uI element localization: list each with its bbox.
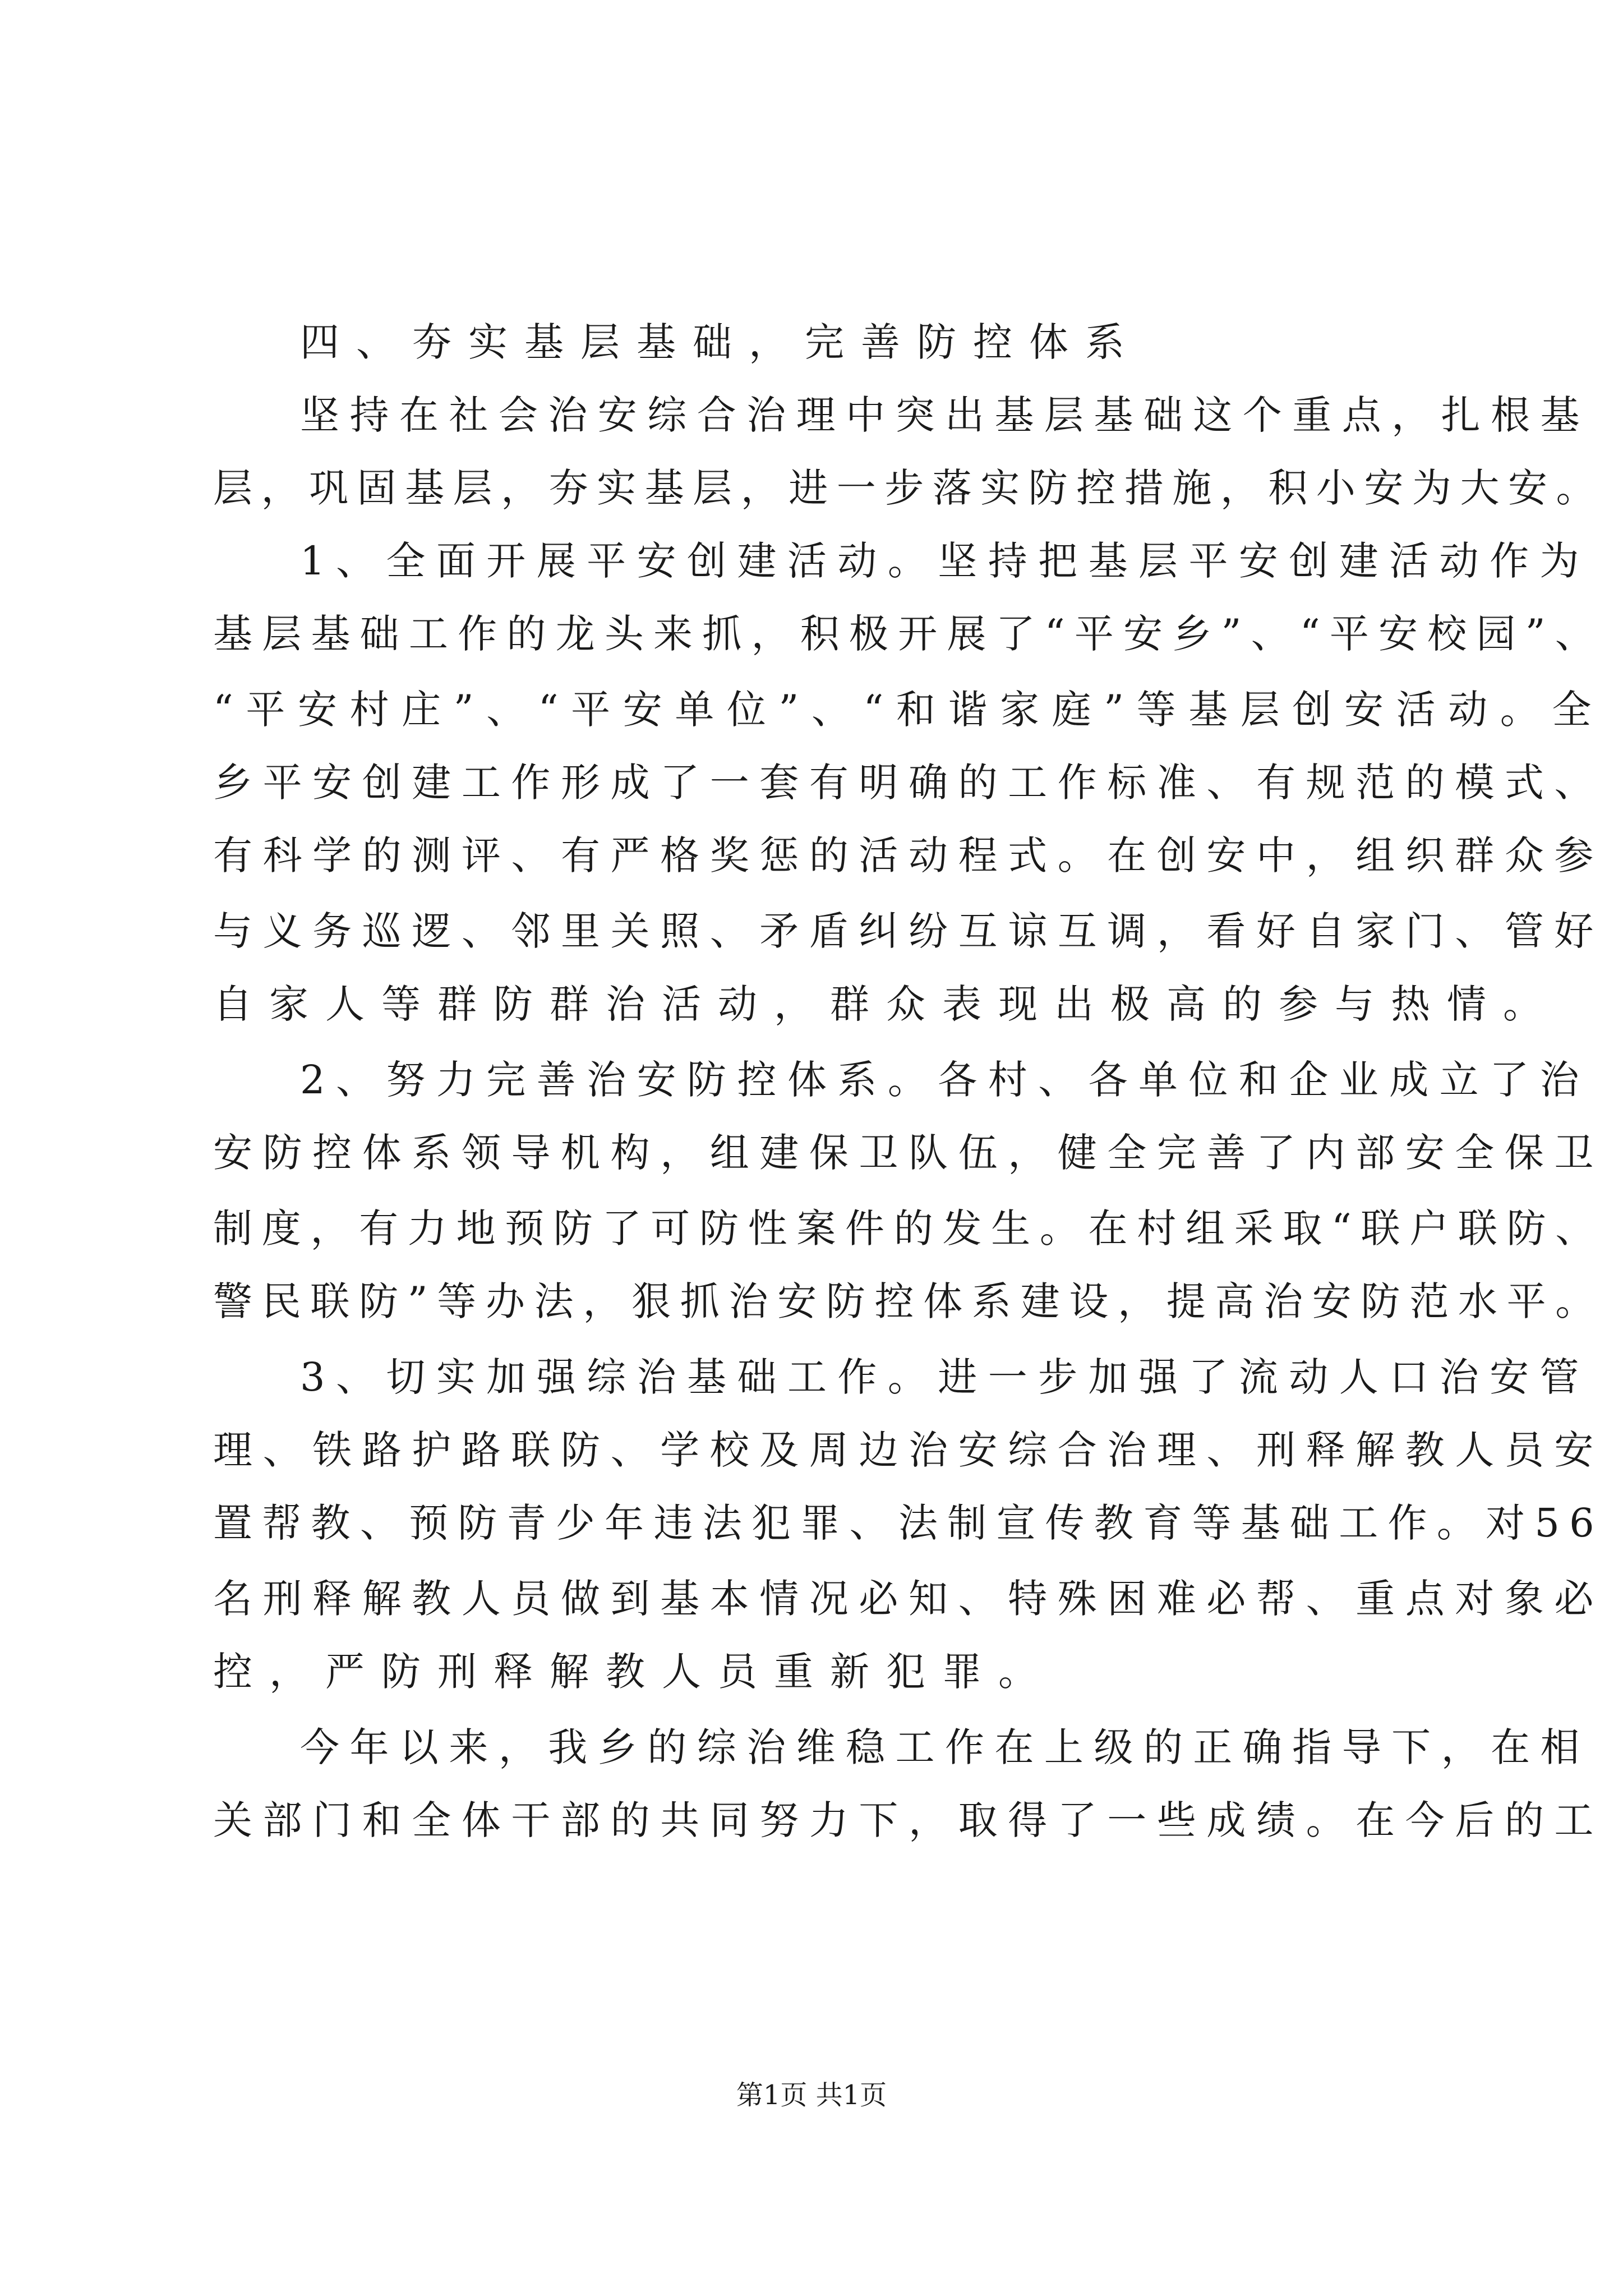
paragraph-line: 制度，有力地预防了可防性案件的发生。在村组采取“联户联防、	[213, 1205, 1604, 1251]
paragraph-line: 名刑释解教人员做到基本情况必知、特殊困难必帮、重点对象必	[213, 1576, 1604, 1622]
paragraph-line: 2、努力完善治安防控体系。各村、各单位和企业成立了治	[300, 1057, 1590, 1103]
paragraph-line: “平安村庄”、“平安单位”、“和谐家庭”等基层创安活动。全	[213, 687, 1604, 733]
paragraph-line: 1、全面开展平安创建活动。坚持把基层平安创建活动作为	[300, 538, 1590, 584]
paragraph-line: 理、铁路护路联防、学校及周边治安综合治理、刑释解教人员安	[213, 1427, 1604, 1473]
paragraph-line: 安防控体系领导机构，组建保卫队伍，健全完善了内部安全保卫	[213, 1130, 1604, 1176]
paragraph-line: 基层基础工作的龙头来抓，积极开展了“平安乡”、“平安校园”、	[213, 611, 1604, 657]
paragraph-line: 与义务巡逻、邻里关照、矛盾纠纷互谅互调，看好自家门、管好	[213, 908, 1604, 954]
paragraph-line: 层，巩固基层，夯实基层，进一步落实防控措施，积小安为大安。	[213, 465, 1604, 511]
section-heading: 四、夯实基层基础，完善防控体系	[300, 319, 1141, 365]
paragraph-line: 乡平安创建工作形成了一套有明确的工作标准、有规范的模式、	[213, 760, 1604, 806]
paragraph-line: 坚持在社会治安综合治理中突出基层基础这个重点，扎根基	[300, 392, 1590, 438]
paragraph-line: 警民联防”等办法，狠抓治安防控体系建设，提高治安防范水平。	[213, 1278, 1604, 1324]
paragraph-line: 置帮教、预防青少年违法犯罪、法制宣传教育等基础工作。对56	[213, 1500, 1604, 1546]
paragraph-line: 有科学的测评、有严格奖惩的活动程式。在创安中，组织群众参	[213, 832, 1604, 878]
page-number-footer: 第1页 共1页	[736, 2079, 887, 2111]
paragraph-line: 自家人等群防群治活动，群众表现出极高的参与热情。	[213, 981, 1559, 1027]
paragraph-line: 关部门和全体干部的共同努力下，取得了一些成绩。在今后的工	[213, 1797, 1604, 1843]
paragraph-line: 3、切实加强综治基础工作。进一步加强了流动人口治安管	[300, 1354, 1590, 1400]
paragraph-line: 控，严防刑释解教人员重新犯罪。	[213, 1649, 1054, 1695]
paragraph-line: 今年以来，我乡的综治维稳工作在上级的正确指导下，在相	[300, 1724, 1590, 1770]
